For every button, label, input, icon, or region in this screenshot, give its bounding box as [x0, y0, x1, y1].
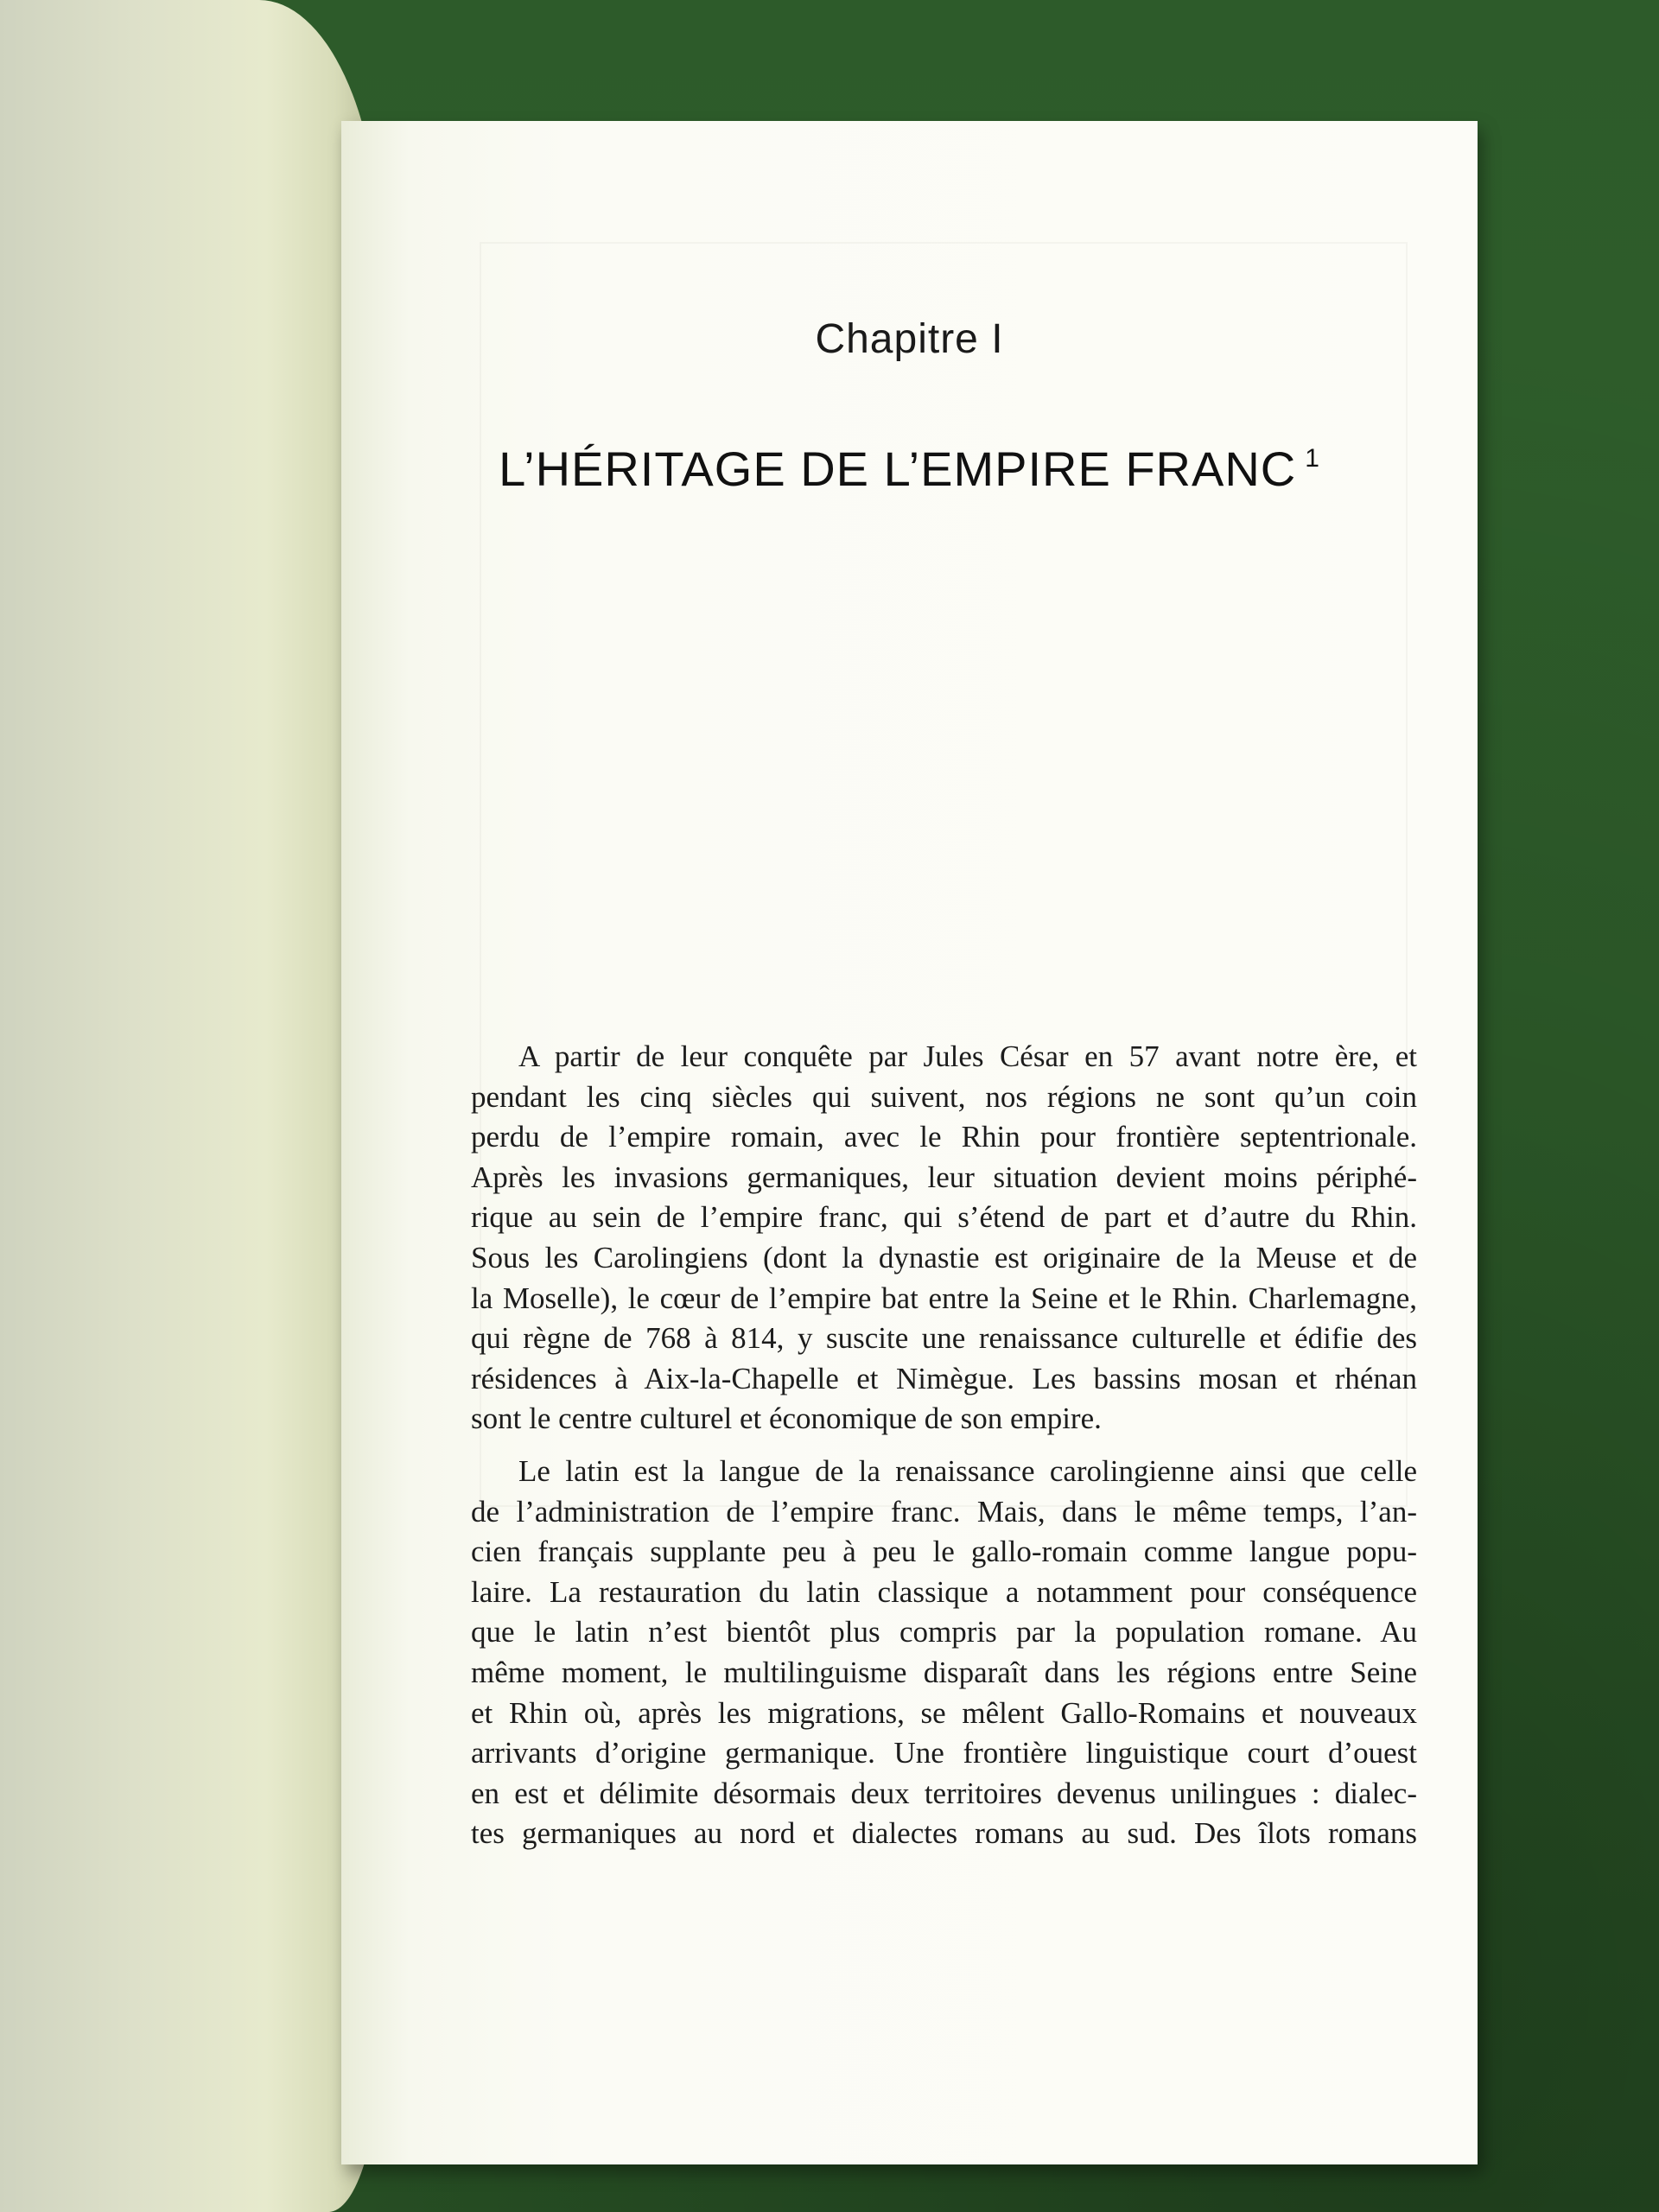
text-line: et Rhin où, après les migrations, se mêlent Gallo-Romains et nouveaux	[471, 1695, 1417, 1730]
text-line: Après les invasions germaniques, leur situation devient moins périphé-	[471, 1160, 1417, 1194]
text-line: Le latin est la langue de la renaissance carolingienne ainsi que celle	[518, 1453, 1417, 1488]
text-line: Sous les Carolingiens (dont la dynastie est originaire de la Meuse et de	[471, 1240, 1417, 1274]
chapter-label: Chapitre I	[815, 316, 1004, 362]
text-line: en est et délimite désormais deux territoires devenus unilingues : dialec-	[471, 1776, 1417, 1810]
text-line: tes germaniques au nord et dialectes romans au sud. Des îlots romans	[471, 1816, 1417, 1851]
paragraph-gap	[471, 1440, 1417, 1452]
chapter-title	[341, 441, 1478, 497]
text-line: résidences à Aix-la-Chapelle et Nimègue. Les bassins mosan et rhénan	[471, 1361, 1417, 1395]
text-line: qui règne de 768 à 814, y suscite une renaissance culturelle et édifie des	[471, 1321, 1417, 1356]
text-line: même moment, le multilinguisme disparaît dans les régions entre Seine	[471, 1655, 1417, 1689]
text-line: rique au sein de l’empire franc, qui s’étend de part et d’autre du Rhin.	[471, 1200, 1417, 1235]
body-text	[471, 1037, 1417, 1854]
left-page	[0, 0, 380, 2212]
chapter-title-text: L’HÉRITAGE DE L’EMPIRE FRANC	[499, 442, 1297, 496]
text-line: A partir de leur conquête par Jules César en 57 avant notre ère, et	[518, 1039, 1417, 1073]
text-line: laire. La restauration du latin classique a notamment pour conséquence	[471, 1574, 1417, 1609]
text-line: arrivants d’origine germanique. Une frontière linguistique court d’ouest	[471, 1736, 1417, 1770]
footnote-marker: 1	[1305, 444, 1320, 473]
paragraph-2	[471, 1452, 1417, 1854]
right-page	[341, 121, 1478, 2164]
text-line: sont le centre culturel et économique de son empire.	[471, 1402, 1102, 1436]
text-line: que le latin n’est bientôt plus compris par la population romane. Au	[471, 1615, 1417, 1649]
text-line: la Moselle), le cœur de l’empire bat entre la Seine et le Rhin. Charlemagne,	[471, 1281, 1417, 1315]
text-line: perdu de l’empire romain, avec le Rhin pour frontière septentrionale.	[471, 1120, 1417, 1154]
paragraph-1	[471, 1037, 1417, 1440]
text-line: cien français supplante peu à peu le gallo-romain comme langue popu-	[471, 1535, 1417, 1569]
text-line: de l’administration de l’empire franc. Mais, dans le même temps, l’an-	[471, 1494, 1417, 1529]
text-line: pendant les cinq siècles qui suivent, nos régions ne sont qu’un coin	[471, 1079, 1417, 1114]
